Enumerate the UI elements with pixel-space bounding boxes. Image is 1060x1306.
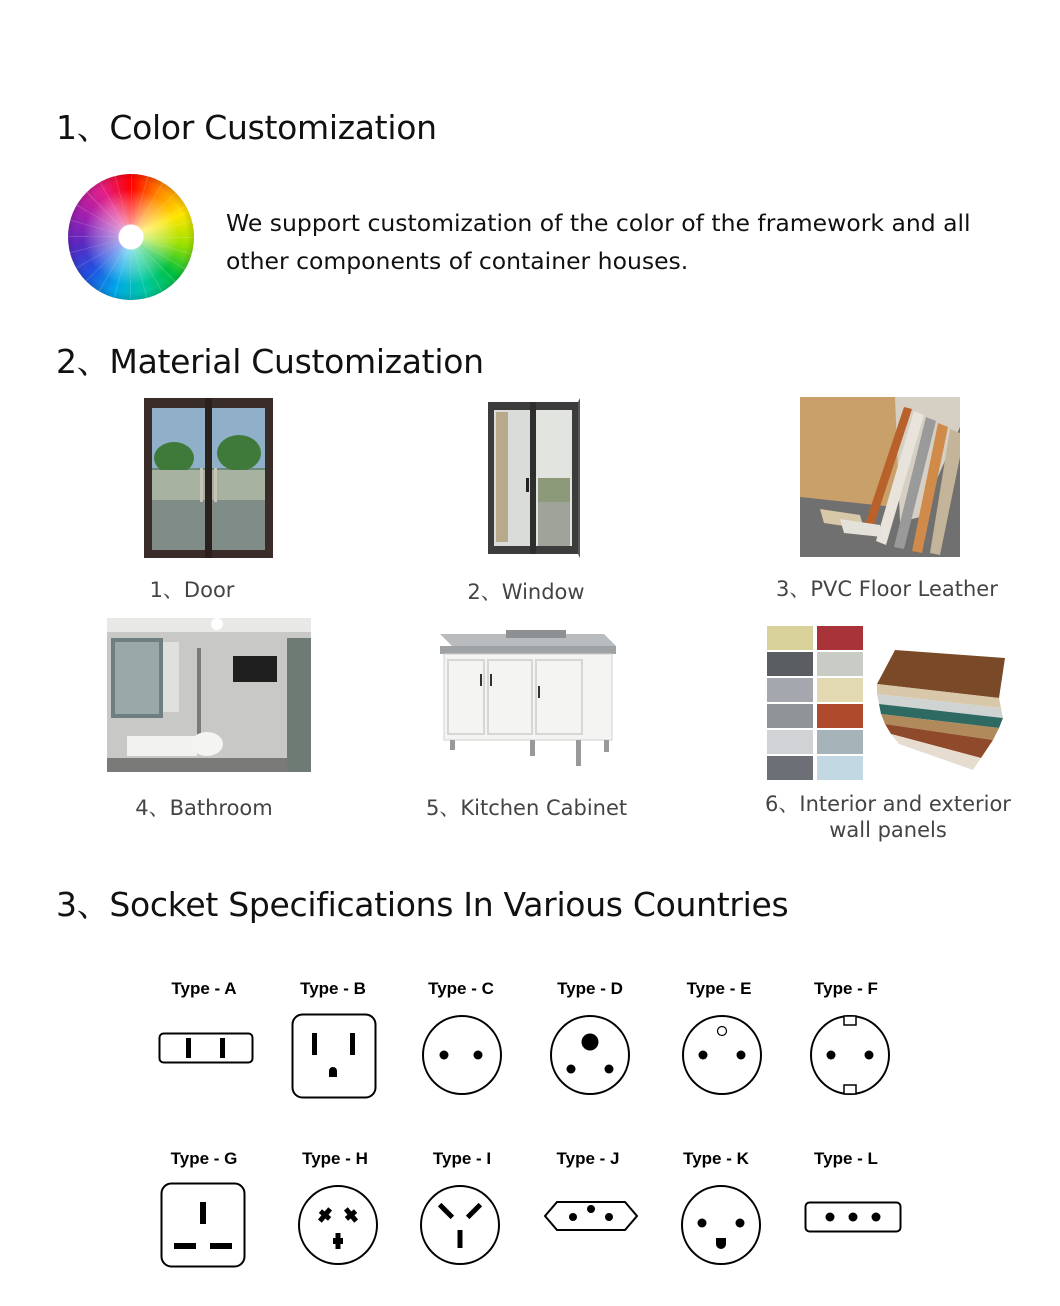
socket-type-d-icon [549,1014,631,1096]
socket-type-l-icon [804,1201,902,1233]
socket-type-g-icon [160,1182,246,1268]
pvc-floor-image [800,397,960,557]
socket-label-h: Type - H [302,1149,368,1168]
socket-label-a: Type - A [171,979,237,998]
socket-type-a-icon [158,1032,254,1064]
bathroom-image [107,618,311,772]
caption-kitchen-cabinet: 5、Kitchen Cabinet [426,796,628,820]
caption-bathroom: 4、Bathroom [135,796,273,820]
caption-wall-panels-line1: 6、Interior and exterior [765,792,1011,816]
socket-label-j: Type - J [556,1149,620,1168]
section-title-material: 2、Material Customization [56,342,484,381]
caption-wall-panels-line2: wall panels [829,818,947,842]
caption-wall-panels [760,791,1016,843]
socket-label-l: Type - L [814,1149,878,1168]
socket-type-e-icon [681,1014,763,1096]
caption-door: 1、Door [149,578,235,602]
section-title-socket: 3、Socket Specifications In Various Countries [56,885,789,924]
socket-type-j-icon [543,1200,639,1232]
socket-label-b: Type - B [300,979,366,998]
socket-type-h-icon [297,1184,379,1266]
color-wheel-segments [68,174,194,300]
socket-label-f: Type - F [814,979,878,998]
socket-type-f-icon [809,1014,891,1096]
wall-panels-image [767,624,1011,782]
socket-type-b-icon [291,1013,377,1099]
caption-window: 2、Window [467,580,585,604]
kitchen-cabinet-image [436,624,618,776]
door-image [144,398,273,558]
socket-label-k: Type - K [683,1149,749,1168]
section-title-color: 1、Color Customization [56,108,437,147]
socket-label-c: Type - C [428,979,494,998]
color-description: We support customization of the color of the framework and all other components of container houses. [226,209,971,275]
window-image [486,398,580,558]
socket-label-d: Type - D [557,979,623,998]
socket-label-i: Type - I [432,1149,492,1168]
socket-type-k-icon [680,1184,762,1266]
caption-pvc-floor: 3、PVC Floor Leather [776,577,998,601]
socket-label-e: Type - E [686,979,752,998]
socket-type-i-icon [419,1184,501,1266]
socket-label-g: Type - G [170,1149,238,1168]
socket-type-c-icon [421,1014,503,1096]
